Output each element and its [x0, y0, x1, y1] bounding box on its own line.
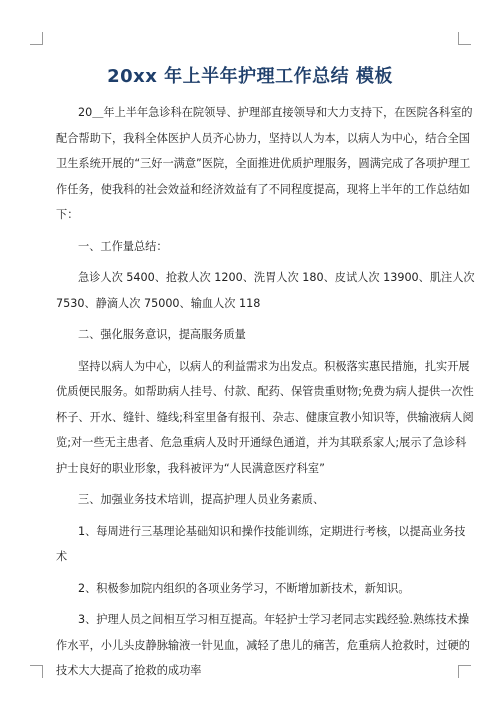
text-line: 3、护理人员之间相互学习相互提高。年轻护士学习老同志实践经验.熟练技术操	[78, 613, 470, 626]
paragraph-training-2	[56, 576, 448, 602]
crop-mark-bottom-right	[458, 665, 471, 678]
text-line: 三、加强业务技术培训，提高护理人员业务素质、	[78, 493, 325, 506]
paragraph-intro	[56, 100, 473, 228]
text-line: 二、强化服务意识，提高服务质量	[78, 328, 246, 341]
section-heading-training	[56, 487, 448, 513]
text-line: 7530、静滴人次 75000、输血人次 118	[56, 296, 261, 310]
text-line: 1、每周进行三基理论基础知识和操作技能训练，定期进行考核，以提高业务技	[78, 524, 466, 538]
document-title: 20xx 年上半年护理工作总结 模板	[107, 66, 393, 87]
paragraph-service	[56, 354, 474, 482]
text-line: 一、工作量总结：	[78, 239, 168, 253]
text-line: 优质便民服务。如帮助病人挂号、付款、配药、保管贵重财物;免费为病人提供一次性	[56, 385, 474, 398]
section-heading-workload	[56, 234, 448, 260]
text-line: 配合帮助下，我科全体医护人员齐心协力，坚持以人为本，以病人为中心，结合全国	[56, 131, 470, 145]
paragraph-training-3	[56, 607, 470, 684]
text-line: 护士良好的职业形象，我科被评为“人民满意医疗科室”	[56, 461, 325, 475]
text-line: 急诊人次 5400、抢救人次 1200、洗胃人次 180、皮试人次 13900、肌注人次	[78, 271, 475, 284]
text-line: 卫生系统开展的“三好一满意”医院，全面推进优质护理服务，圆满完成了各项护理工	[56, 157, 471, 170]
text-line: 作水平，小儿头皮静脉输液一针见血，减轻了患儿的痛苦，危重病人抢救时，过硬的	[56, 638, 470, 652]
paragraph-workload	[56, 265, 475, 316]
text-line: 技术大大提高了抢救的成功率	[56, 664, 202, 677]
text-line: 作任务，使我科的社会效益和经济效益有了不同程度提高，现将上半年的工作总结如	[56, 182, 470, 196]
crop-mark-top-right	[458, 32, 471, 45]
document-body	[56, 100, 475, 684]
crop-mark-top-left	[30, 32, 43, 45]
text-line: 览;对一些无主患者、危急重病人及时开通绿色通道，并为其联系家人;展示了急诊科	[56, 436, 467, 449]
section-heading-service	[56, 322, 448, 348]
text-line: 术	[56, 550, 68, 563]
text-line: 坚持以病人为中心，以病人的利益需求为出发点。积极落实惠民措施，扎实开展	[78, 359, 470, 373]
paragraph-training-1	[56, 519, 466, 570]
text-line: 2、积极参加院内组织的各项业务学习，不断增加新技术，新知识。	[78, 581, 410, 595]
text-line: 杯子、开水、缝针、缝线;科室里备有报刊、杂志、健康宣教小知识等，供输液病人阅	[56, 410, 474, 424]
crop-mark-bottom-left	[30, 665, 43, 678]
text-line: 20＿年上半年急诊科在院领导、护理部直接领导和大力支持下，在医院各科室的	[78, 106, 473, 119]
text-line: 下：	[56, 208, 79, 221]
